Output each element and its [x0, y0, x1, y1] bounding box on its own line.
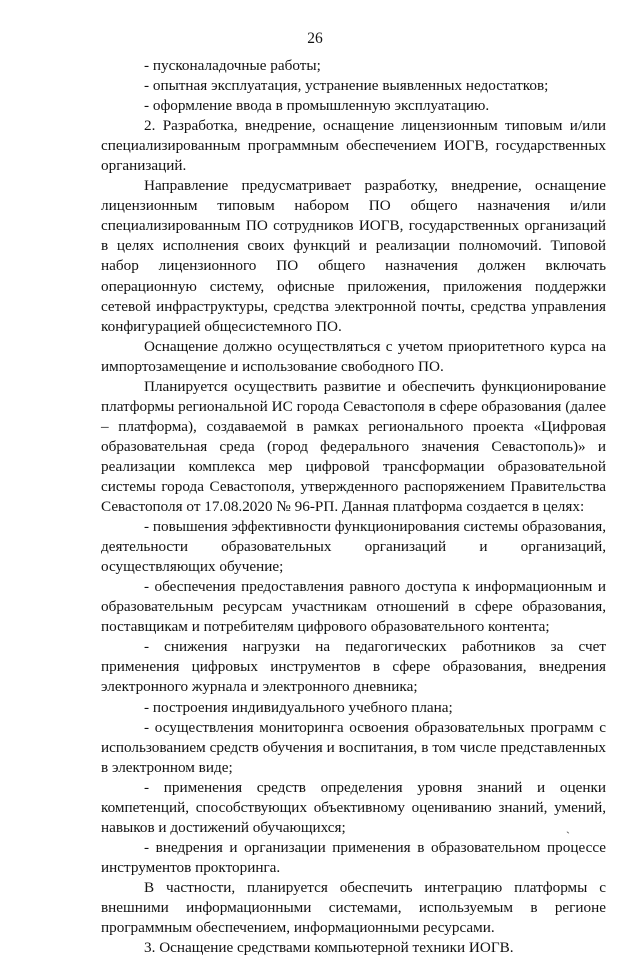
paragraph-platform: Планируется осуществить развитие и обеспечить функционирование платформы региональной ИС города Севастополя в сфере образования (далее – платформа), создаваемой в рамках регионального проекта «Цифровая образовательная среда (город федерального значения Севастополь)» и реализации комплекса мер цифровой трансформации образовательной системы города Севастополя, утвержденного распоряжением Правительства Севастополя от 17.08.2020 № 96-РП. Данная платформа создается в целях:	[101, 377, 606, 516]
list-item-proctoring: - внедрения и организации применения в образовательном процессе инструментов прокторинга.	[101, 838, 606, 876]
paragraph-import-substitution: Оснащение должно осуществляться с учетом приоритетного курса на импортозамещение и использование свободного ПО.	[101, 337, 606, 375]
paragraph-direction: Направление предусматривает разработку, внедрение, оснащение лицензионным типовым набором ПО общего назначения и/или специализированным ПО сотрудников ИОГВ, государственных организаций в целях исполнения своих функций и реализации полномочий. Типовой набор лицензионного ПО общего назначения должен включать операционную систему, офисные приложения, приложения поддержки сетевой инфраструктуры, средства электронной почты, средства управления конфигурацией общесистемного ПО.	[101, 177, 606, 335]
page-number: 26	[307, 30, 323, 47]
list-item-efficiency: - повышения эффективности функционирования системы образования, деятельности образовательных организаций и организаций, осуществляющих обучение;	[101, 518, 606, 576]
pen-mark: ˎ	[566, 820, 570, 834]
list-item-equal-access: - обеспечения предоставления равного доступа к информационным и образовательным ресурсам участникам отношений в сфере образования, поставщикам и потребителям цифрового образовательного контента;	[101, 578, 606, 636]
list-item-production-launch: - оформление ввода в промышленную эксплуатацию.	[144, 97, 490, 115]
list-item-commissioning: - пусконаладочные работы;	[144, 57, 321, 74]
document-body	[101, 56, 606, 958]
list-item-assessment: - применения средств определения уровня знаний и оценки компетенций, способствующих объективному оцениванию знаний, умений, навыков и достижений обучающихся;	[101, 778, 606, 836]
list-item-monitoring: - осуществления мониторинга освоения образовательных программ с использованием средств обучения и воспитания, в том числе представленных в электронном виде;	[101, 718, 606, 776]
list-item-workload: - снижения нагрузки на педагогических работников за счет применения цифровых инструментов в сфере образования, внедрения электронного журнала и электронного дневника;	[101, 638, 606, 696]
paragraph-integration: В частности, планируется обеспечить интеграцию платформы с внешними информационными системами, используемым в регионе программным обеспечением, информационными ресурсами.	[101, 878, 606, 937]
section-3-heading: 3. Оснащение средствами компьютерной техники ИОГВ.	[144, 939, 514, 957]
list-item-study-plan: - построения индивидуального учебного плана;	[144, 698, 453, 716]
section-2-heading: 2. Разработка, внедрение, оснащение лицензионным типовым и/или специализированным программным обеспечением ИОГВ, государственных организаций.	[101, 117, 606, 175]
list-item-trial-operation: - опытная эксплуатация, устранение выявленных недостатков;	[144, 77, 549, 95]
